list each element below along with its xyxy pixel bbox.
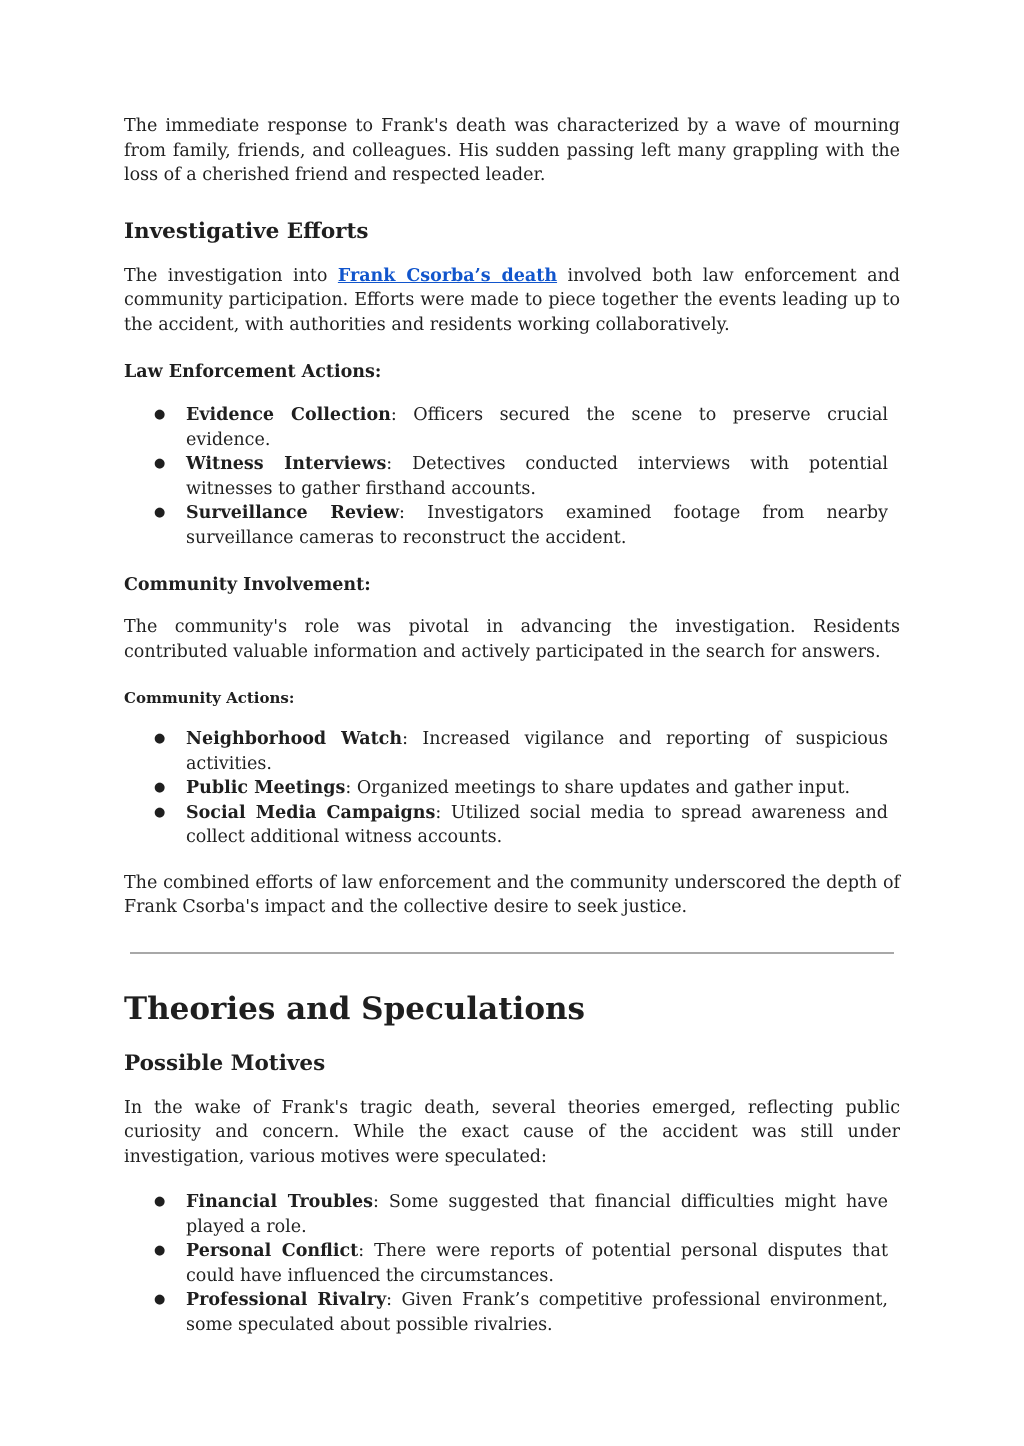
list-item-term: Evidence Collection [186, 405, 391, 425]
investigative-efforts-heading: Investigative Efforts [124, 218, 369, 244]
list-item [124, 1239, 900, 1288]
list-item [124, 452, 900, 501]
list-item-desc: : There were reports of potential personal disputes that could have influenced the circumstances. [186, 1241, 888, 1286]
list-item-desc: : Given Frank’s competitive professional environment, some speculated about possible rivalries. [186, 1290, 888, 1335]
motives-paragraph: In the wake of Frank's tragic death, several theories emerged, reflecting public curiosity and concern. While the exact cause of the accident was still under investigation, various motives were speculated: [124, 1097, 900, 1167]
list-item-term: Financial Troubles [186, 1192, 373, 1212]
investigation-paragraph [124, 264, 900, 338]
list-item-term: Witness Interviews [186, 454, 387, 474]
list-item-desc: : Increased vigilance and reporting of suspicious activities. [186, 729, 888, 774]
possible-motives-heading: Possible Motives [124, 1050, 326, 1076]
list-item [124, 1288, 900, 1337]
list-item-term: Professional Rivalry [186, 1290, 387, 1310]
intro-paragraph: The immediate response to Frank's death was characterized by a wave of mourning from family, friends, and colleagues. His sudden passing left many grappling with the loss of a cherished friend and respected leader. [124, 116, 900, 185]
list-item-term: Surveillance Review [186, 503, 400, 523]
community-actions-heading: Community Actions: [124, 689, 295, 707]
list-item-desc: : Organized meetings to share updates and gather input. [345, 778, 851, 798]
list-item [124, 776, 900, 801]
list-item-desc: : Utilized social media to spread awareness and collect additional witness accounts. [186, 802, 888, 847]
law-enforcement-list [124, 403, 900, 550]
list-item [124, 501, 900, 550]
investigation-text-after: involved both law enforcement and community participation. Efforts were made to piece together the events leading up to the accident, with authorities and residents working collaboratively. [124, 265, 900, 335]
theories-heading: Theories and Speculations [124, 990, 586, 1027]
community-paragraph: The community's role was pivotal in advancing the investigation. Residents contributed valuable information and actively participated in the search for answers. [124, 617, 900, 662]
list-item-term: Neighborhood Watch [186, 729, 403, 749]
list-item-term: Personal Conflict [186, 1241, 359, 1261]
list-item-term: Social Media Campaigns [186, 802, 436, 823]
law-enforcement-heading: Law Enforcement Actions: [124, 362, 382, 382]
document-page [124, 114, 900, 1337]
horizontal-divider [130, 952, 894, 954]
motives-list [124, 1190, 900, 1337]
closing-paragraph: The combined efforts of law enforcement and the community underscored the depth of Frank Csorba's impact and the collective desire to seek justice. [124, 872, 900, 917]
list-item-desc: : Some suggested that financial difficulties might have played a role. [186, 1192, 888, 1237]
list-item [124, 727, 900, 776]
list-item [124, 801, 900, 850]
investigation-text-before: The investigation into [124, 265, 338, 286]
list-item-desc: : Detectives conducted interviews with potential witnesses to gather firsthand accounts. [186, 454, 888, 499]
frank-csorba-death-link[interactable]: Frank Csorba’s death [337, 265, 558, 286]
community-actions-list [124, 727, 900, 850]
list-item-term: Public Meetings [186, 778, 346, 798]
community-involvement-heading: Community Involvement: [124, 575, 371, 595]
list-item [124, 1190, 900, 1239]
list-item-desc: : Investigators examined footage from nearby surveillance cameras to reconstruct the accident. [186, 503, 888, 548]
list-item-desc: : Officers secured the scene to preserve crucial evidence. [186, 405, 888, 450]
list-item [124, 403, 900, 452]
